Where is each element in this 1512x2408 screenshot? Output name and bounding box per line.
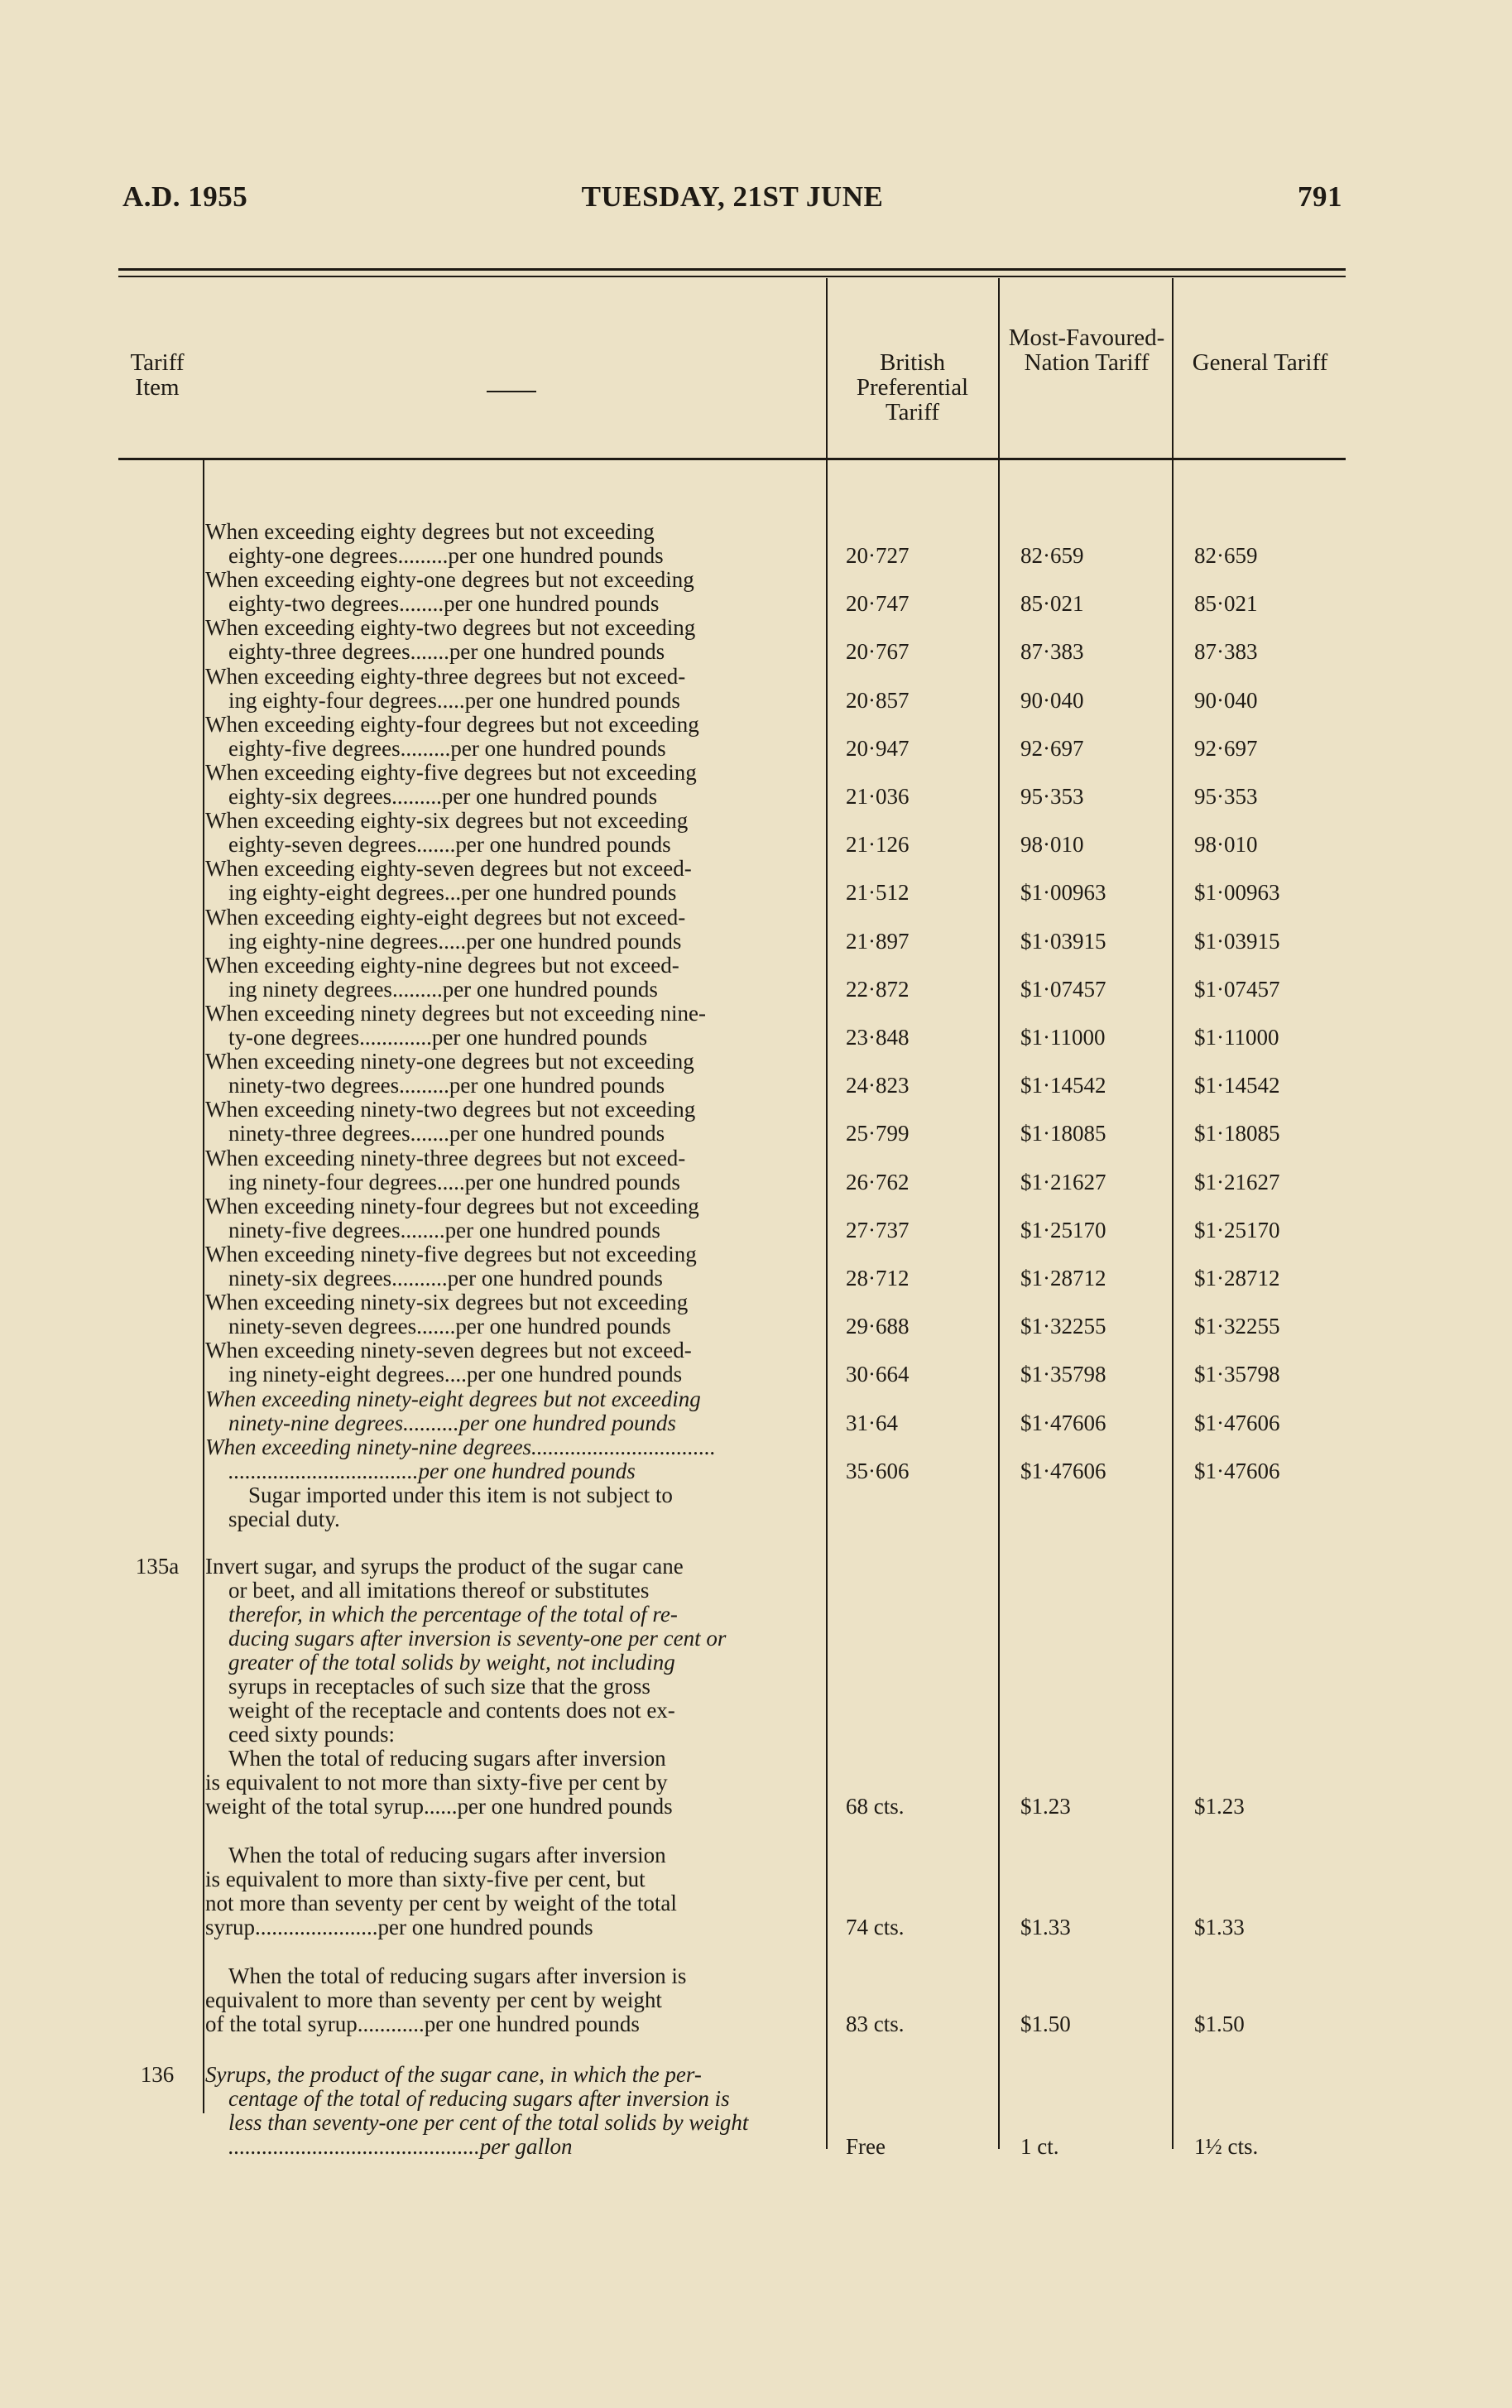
item-135a-sub-1-gen: $1.23	[1194, 1794, 1245, 1819]
degree-row-3-bpt: 20·767	[846, 639, 910, 665]
note-line: Sugar imported under this item is not subject to	[248, 1483, 673, 1507]
degree-row-1-mfn: 82·659	[1020, 543, 1084, 568]
degree-row-11-mfn: $1·11000	[1020, 1025, 1106, 1050]
header-bottom-rule	[118, 458, 1346, 460]
degree-row-desc	[205, 1194, 819, 1242]
page-header	[122, 176, 1342, 218]
degree-row-1-gen: 82·659	[1194, 543, 1258, 568]
header-year: A.D. 1955	[122, 180, 248, 213]
degree-row-line2: ing eighty-nine degrees.....per one hundred pounds	[228, 928, 682, 954]
top-rule-2	[118, 276, 1346, 277]
degree-row-8-mfn: $1·00963	[1020, 880, 1106, 906]
tariff-item-135a: 135a	[135, 1554, 180, 1579]
degree-row-line2: ninety-nine degrees..........per one hundred pounds	[228, 1410, 676, 1435]
degree-row-line2: ninety-six degrees..........per one hundred pounds	[228, 1266, 663, 1291]
col-head-bpt: British Preferential Tariff	[856, 349, 969, 425]
degree-row-line2: ninety-seven degrees.......per one hundred pounds	[228, 1314, 671, 1339]
degree-row-5-bpt: 20·947	[846, 735, 910, 761]
degree-row-10-mfn: $1·07457	[1020, 976, 1106, 1002]
item-135a-sub-line: When the total of reducing sugars after inversion	[228, 1843, 666, 1867]
degree-row-15-mfn: $1·25170	[1020, 1217, 1106, 1242]
degree-row-14-mfn: $1·21627	[1020, 1169, 1106, 1194]
item-135-note	[205, 1483, 819, 1531]
degree-row-10-bpt: 22·872	[846, 976, 910, 1002]
degree-row-desc	[205, 1002, 819, 1050]
item-135a-sub-desc	[205, 1843, 819, 1939]
top-rule	[118, 268, 1346, 271]
degree-row-line2: ninety-three degrees.......per one hundred pounds	[228, 1121, 665, 1146]
item-136-line: centage of the total of reducing sugars after inversion is	[228, 2086, 730, 2111]
degree-row-desc	[205, 520, 819, 568]
degree-row-desc	[205, 665, 819, 713]
degree-row-line2: ty-one degrees.............per one hundred pounds	[228, 1025, 648, 1050]
page-number: 791	[1298, 180, 1342, 213]
degree-row-desc	[205, 857, 819, 905]
degree-row-line2: eighty-two degrees........per one hundred pounds	[228, 591, 660, 617]
degree-row-line1: When exceeding ninety-seven degrees but not exceed-	[205, 1338, 692, 1363]
degree-row-19-bpt: 31·64	[846, 1410, 898, 1435]
degree-row-13-bpt: 25·799	[846, 1121, 910, 1146]
degree-row-20-bpt: 35·606	[846, 1458, 910, 1483]
item-135a-line: syrups in receptacles of such size that the gross	[228, 1674, 650, 1699]
degree-row-6-mfn: 95·353	[1020, 784, 1084, 809]
item-135a-sub-line: of the total syrup............per one hundred pounds	[205, 2011, 640, 2036]
degree-row-line1: When exceeding ninety-nine degrees.................................	[205, 1434, 716, 1459]
item-135a-line: greater of the total solids by weight, not including	[228, 1650, 675, 1675]
degree-row-17-mfn: $1·32255	[1020, 1314, 1106, 1339]
degree-row-desc	[205, 616, 819, 664]
degree-row-4-bpt: 20·857	[846, 687, 910, 713]
degree-row-line2: eighty-three degrees.......per one hundred pounds	[228, 639, 665, 665]
degree-row-line1: When exceeding eighty-six degrees but not exceeding	[205, 808, 689, 834]
item-135a-sub-3-bpt: 83 cts.	[846, 2011, 905, 2036]
item-136-line: .............................................per gallon	[228, 2134, 573, 2159]
col-rule-4	[1172, 278, 1174, 2149]
item-135a-sub-2-gen: $1.33	[1194, 1915, 1245, 1939]
degree-row-19-gen: $1·47606	[1194, 1410, 1280, 1435]
degree-row-line1: When exceeding ninety-four degrees but not exceeding	[205, 1193, 699, 1218]
degree-row-desc	[205, 1291, 819, 1339]
degree-row-line1: When exceeding eighty-four degrees but not exceeding	[205, 711, 699, 737]
col-head-desc-dash	[487, 391, 536, 392]
degree-row-16-gen: $1·28712	[1194, 1266, 1280, 1291]
degree-row-7-bpt: 21·126	[846, 832, 910, 858]
degree-row-desc	[205, 1050, 819, 1098]
item-135a-sub-3-mfn: $1.50	[1020, 2011, 1071, 2036]
degree-row-line2: eighty-one degrees.........per one hundred pounds	[228, 543, 664, 568]
degree-row-line2: ing eighty-eight degrees...per one hundred pounds	[228, 880, 677, 906]
degree-row-desc	[205, 1098, 819, 1146]
degree-row-10-gen: $1·07457	[1194, 976, 1280, 1002]
item-136-line: Syrups, the product of the sugar cane, in which the per-	[205, 2062, 702, 2087]
item-136-desc	[205, 2063, 819, 2159]
degree-row-18-mfn: $1·35798	[1020, 1362, 1106, 1387]
item-135a-sub-line: When the total of reducing sugars after inversion	[228, 1746, 666, 1771]
item-135a-line: ducing sugars after inversion is seventy-one per cent or	[228, 1626, 727, 1651]
col-head-item: Tariff Item	[130, 349, 185, 401]
degree-row-line2: eighty-seven degrees.......per one hundred pounds	[228, 832, 671, 858]
degree-row-line1: When exceeding ninety-five degrees but not exceeding	[205, 1242, 697, 1266]
item-135a-line: therefor, in which the percentage of the total of re-	[228, 1602, 678, 1627]
degree-row-9-gen: $1·03915	[1194, 928, 1280, 954]
degree-row-line1: When exceeding ninety-two degrees but not exceeding	[205, 1097, 696, 1122]
degree-row-desc	[205, 1435, 819, 1483]
degree-row-17-gen: $1·32255	[1194, 1314, 1280, 1339]
degree-row-6-bpt: 21·036	[846, 784, 910, 809]
degree-row-desc	[205, 954, 819, 1002]
degree-row-2-gen: 85·021	[1194, 591, 1258, 617]
degree-row-line2: ..................................per one hundred pounds	[228, 1458, 636, 1483]
item-135a-sub-line: is equivalent to more than sixty-five per cent, but	[205, 1867, 646, 1891]
degree-row-desc	[205, 713, 819, 761]
degree-row-line1: When exceeding eighty-two degrees but not exceeding	[205, 615, 696, 641]
degree-row-desc	[205, 1387, 819, 1435]
degree-row-1-bpt: 20·727	[846, 543, 910, 568]
degree-row-17-bpt: 29·688	[846, 1314, 910, 1339]
col-rule-2	[826, 278, 828, 2149]
degree-row-line1: When exceeding eighty degrees but not exceeding	[205, 519, 655, 544]
degree-row-desc	[205, 809, 819, 857]
degree-row-7-gen: 98·010	[1194, 832, 1258, 858]
degree-row-16-bpt: 28·712	[846, 1266, 910, 1291]
degree-row-9-bpt: 21·897	[846, 928, 910, 954]
degree-row-12-mfn: $1·14542	[1020, 1073, 1106, 1098]
degree-row-14-bpt: 26·762	[846, 1169, 910, 1194]
item-135a-sub-3-gen: $1.50	[1194, 2011, 1245, 2036]
degree-row-12-bpt: 24·823	[846, 1073, 910, 1098]
degree-row-16-mfn: $1·28712	[1020, 1266, 1106, 1291]
degree-row-15-gen: $1·25170	[1194, 1217, 1280, 1242]
degree-row-8-gen: $1·00963	[1194, 880, 1280, 906]
item-136-bpt: Free	[846, 2134, 886, 2159]
item-135a-sub-2-bpt: 74 cts.	[846, 1915, 905, 1939]
degree-row-line1: When exceeding ninety degrees but not exceeding nine-	[205, 1001, 707, 1026]
degree-row-desc	[205, 1242, 819, 1291]
degree-row-13-mfn: $1·18085	[1020, 1121, 1106, 1146]
degree-row-line2: ninety-two degrees.........per one hundred pounds	[228, 1073, 665, 1098]
item-135a-sub-line: is equivalent to not more than sixty-five per cent by	[205, 1770, 668, 1795]
degree-row-desc	[205, 906, 819, 954]
degree-row-4-gen: 90·040	[1194, 687, 1258, 713]
degree-row-8-bpt: 21·512	[846, 880, 910, 906]
degree-row-20-mfn: $1·47606	[1020, 1458, 1106, 1483]
col-rule-3	[998, 278, 1000, 2149]
degree-row-20-gen: $1·47606	[1194, 1458, 1280, 1483]
degree-row-line1: When exceeding eighty-nine degrees but not exceed-	[205, 952, 679, 978]
degree-row-18-bpt: 30·664	[846, 1362, 910, 1387]
degree-row-desc	[205, 1339, 819, 1387]
item-136-line: less than seventy-one per cent of the total solids by weight	[228, 2110, 749, 2135]
header-date: TUESDAY, 21ST JUNE	[581, 180, 884, 213]
col-head-gen: General Tariff	[1192, 349, 1328, 376]
item-135a-desc	[205, 1555, 819, 1747]
item-135a-sub-1-mfn: $1.23	[1020, 1794, 1071, 1819]
item-135a-line: or beet, and all imitations thereof or substitutes	[228, 1578, 650, 1603]
degree-row-15-bpt: 27·737	[846, 1217, 910, 1242]
item-136-mfn: 1 ct.	[1020, 2134, 1059, 2159]
note-line: special duty.	[228, 1507, 340, 1531]
degree-row-11-gen: $1·11000	[1194, 1025, 1279, 1050]
degree-row-5-gen: 92·697	[1194, 735, 1258, 761]
degree-row-desc	[205, 1146, 819, 1194]
degree-row-line1: When exceeding eighty-three degrees but not exceed-	[205, 663, 686, 689]
tariff-item-136: 136	[140, 2062, 175, 2087]
degree-row-line2: ing ninety-eight degrees....per one hundred pounds	[228, 1362, 683, 1387]
item-135a-sub-line: When the total of reducing sugars after inversion is	[228, 1963, 687, 1988]
degree-row-line1: When exceeding ninety-eight degrees but not exceeding	[205, 1386, 701, 1411]
degree-row-2-mfn: 85·021	[1020, 591, 1084, 617]
item-135a-line: Invert sugar, and syrups the product of the sugar cane	[205, 1554, 684, 1579]
degree-row-line2: ing eighty-four degrees.....per one hundred pounds	[228, 687, 680, 713]
item-136-gen: 1½ cts.	[1194, 2134, 1259, 2159]
degree-row-19-mfn: $1·47606	[1020, 1410, 1106, 1435]
degree-row-5-mfn: 92·697	[1020, 735, 1084, 761]
degree-row-line1: When exceeding eighty-seven degrees but not exceed-	[205, 856, 692, 882]
degree-row-13-gen: $1·18085	[1194, 1121, 1280, 1146]
degree-row-line2: ing ninety-four degrees.....per one hundred pounds	[228, 1169, 680, 1194]
col-rule-1	[203, 458, 204, 2113]
item-135a-line: weight of the receptacle and contents does not ex-	[228, 1698, 675, 1723]
item-135a-sub-2-mfn: $1.33	[1020, 1915, 1071, 1939]
item-135a-sub-line: syrup......................per one hundred pounds	[205, 1915, 593, 1939]
degree-row-4-mfn: 90·040	[1020, 687, 1084, 713]
degree-row-desc	[205, 761, 819, 809]
item-135a-line: ceed sixty pounds:	[228, 1722, 395, 1747]
degree-row-6-gen: 95·353	[1194, 784, 1258, 809]
degree-row-18-gen: $1·35798	[1194, 1362, 1280, 1387]
degree-row-line1: When exceeding ninety-three degrees but not exceed-	[205, 1145, 686, 1170]
degree-row-line1: When exceeding eighty-eight degrees but not exceed-	[205, 904, 686, 930]
degree-row-12-gen: $1·14542	[1194, 1073, 1280, 1098]
degree-row-line2: ninety-five degrees........per one hundred pounds	[228, 1217, 660, 1242]
degree-row-11-bpt: 23·848	[846, 1025, 910, 1050]
degree-row-14-gen: $1·21627	[1194, 1169, 1280, 1194]
degree-row-line2: ing ninety degrees.........per one hundred pounds	[228, 976, 658, 1002]
item-135a-sub-desc	[205, 1747, 819, 1819]
item-135a-sub-1-bpt: 68 cts.	[846, 1794, 905, 1819]
item-135a-sub-desc	[205, 1964, 819, 2036]
item-135a-sub-line: weight of the total syrup......per one hundred pounds	[205, 1794, 673, 1819]
degree-row-line1: When exceeding eighty-one degrees but not exceeding	[205, 567, 694, 593]
degree-row-line2: eighty-five degrees.........per one hundred pounds	[228, 735, 666, 761]
degree-row-7-mfn: 98·010	[1020, 832, 1084, 858]
degree-row-line1: When exceeding ninety-one degrees but not exceeding	[205, 1049, 694, 1074]
degree-row-9-mfn: $1·03915	[1020, 928, 1106, 954]
item-135a-sub-line: equivalent to more than seventy per cent by weight	[205, 1987, 662, 2012]
degree-row-3-mfn: 87·383	[1020, 639, 1084, 665]
degree-row-desc	[205, 568, 819, 616]
degree-row-3-gen: 87·383	[1194, 639, 1258, 665]
item-135a-sub-line: not more than seventy per cent by weight of the total	[205, 1891, 677, 1915]
degree-row-2-bpt: 20·747	[846, 591, 910, 617]
degree-row-line1: When exceeding ninety-six degrees but not exceeding	[205, 1290, 689, 1315]
degree-row-line2: eighty-six degrees.........per one hundred pounds	[228, 784, 658, 809]
degree-row-line1: When exceeding eighty-five degrees but not exceeding	[205, 760, 697, 785]
col-head-mfn: Most-Favoured-Nation Tariff	[1008, 324, 1165, 376]
